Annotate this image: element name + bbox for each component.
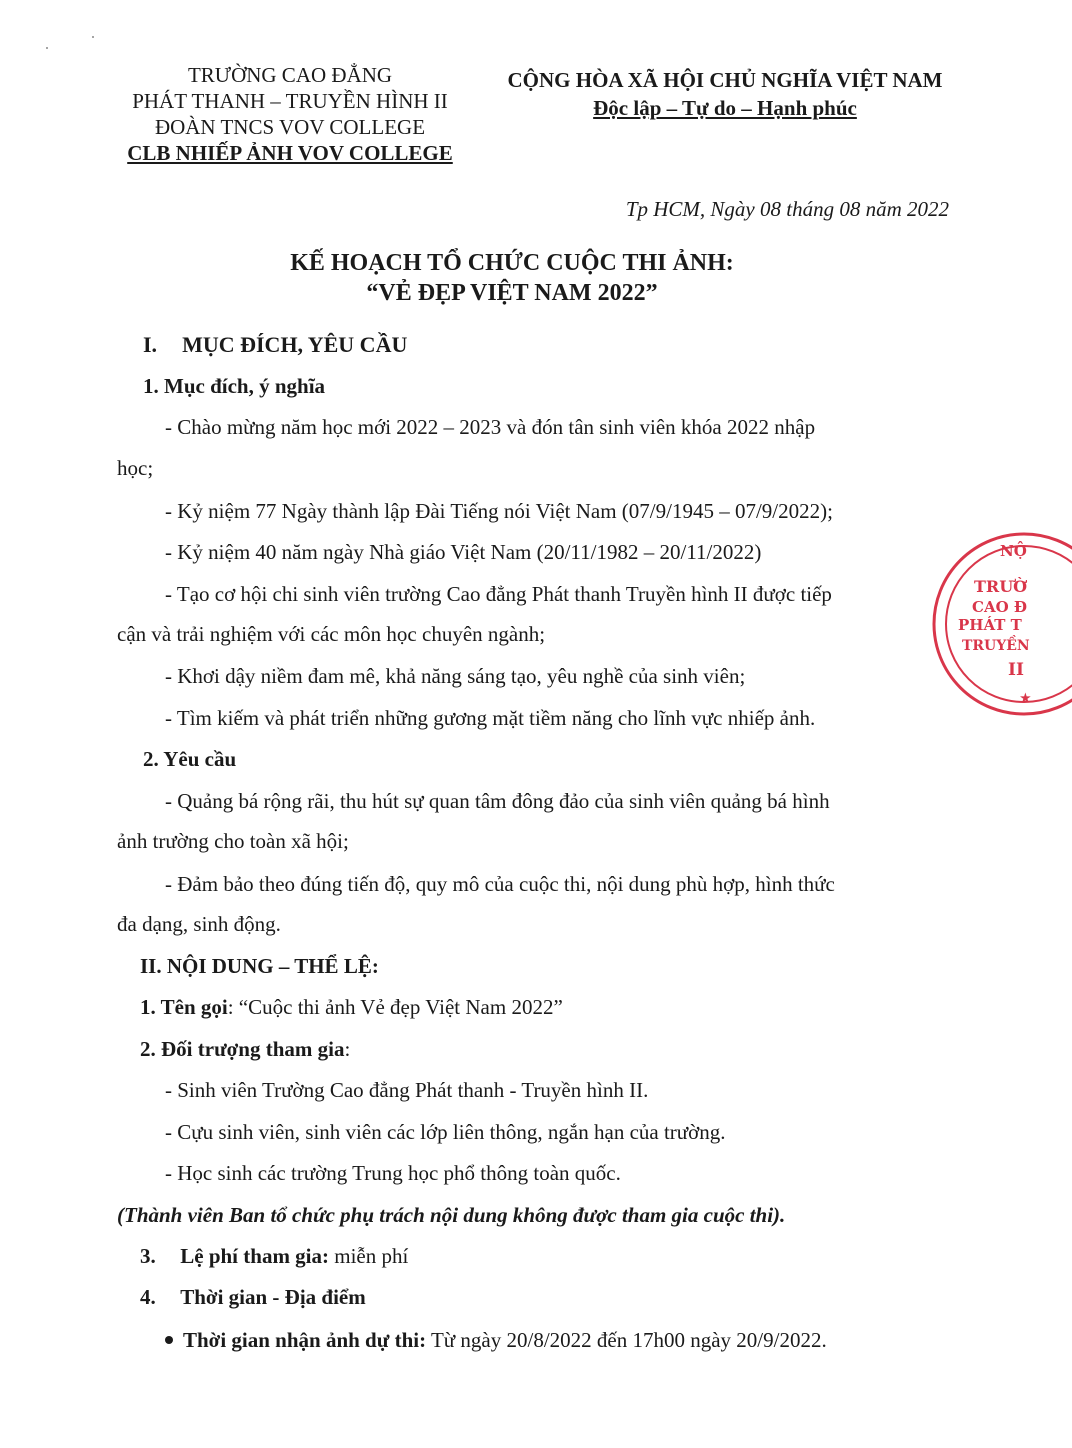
- bullet-label: Thời gian nhận ảnh dự thi:: [183, 1328, 427, 1352]
- seal-text: II: [1008, 660, 1024, 680]
- paragraph-line: - Quảng bá rộng rãi, thu hút sự quan tâm đông đảo của sinh viên quảng bá hình: [165, 789, 830, 813]
- bullet-dot-icon: [165, 1336, 173, 1344]
- paragraph-line: cận và trải nghiệm với các môn học chuyên ngành;: [117, 622, 546, 646]
- paragraph-line: - Chào mừng năm học mới 2022 – 2023 và đón tân sinh viên khóa 2022 nhập: [165, 415, 816, 439]
- item-participants-label: 2. Đối trượng tham gia: [140, 1037, 345, 1061]
- item-name-text: : “Cuộc thi ảnh Vẻ đẹp Việt Nam 2022”: [227, 995, 563, 1019]
- seal-text: PHÁT T: [958, 616, 1022, 634]
- seal-text: TRUYỀN: [962, 638, 1030, 654]
- bullet-item: [165, 1326, 827, 1354]
- seal-text: CAO Đ: [972, 598, 1027, 616]
- seal-text: TRƯỜ: [974, 577, 1028, 596]
- paragraph-line: - Tìm kiếm và phát triển những gương mặt tiềm năng cho lĩnh vực nhiếp ảnh.: [165, 706, 816, 730]
- national-header: [480, 66, 970, 122]
- issuer-club: CLB NHIẾP ẢNH VOV COLLEGE: [127, 141, 453, 165]
- seal-text: NỘ: [1000, 542, 1027, 560]
- item-fee-label: Lệ phí tham gia:: [180, 1244, 330, 1268]
- paragraph-line: - Sinh viên Trường Cao đẳng Phát thanh - Truyền hình II.: [165, 1078, 649, 1102]
- section-2-heading: II. NỘI DUNG – THỂ LỆ:: [140, 954, 379, 978]
- issuer-line: TRƯỜNG CAO ĐẲNG: [187, 63, 393, 87]
- paragraph-line: - Khơi dậy niềm đam mê, khả năng sáng tạo, yêu nghề của sinh viên;: [165, 664, 746, 688]
- issuer-block: [100, 62, 480, 166]
- item-time-place-num: 4.: [140, 1285, 156, 1309]
- section-1-num: I.: [143, 332, 158, 357]
- item-participants-text: :: [344, 1037, 351, 1061]
- paragraph-line: - Tạo cơ hội chi sinh viên trường Cao đẳng Phát thanh Truyền hình II được tiếp: [165, 582, 832, 606]
- document-date: Tp HCM, Ngày 08 tháng 08 năm 2022: [625, 197, 949, 221]
- title-line-1: KẾ HOẠCH TỔ CHỨC CUỘC THI ẢNH:: [290, 250, 734, 276]
- issuer-line: PHÁT THANH – TRUYỀN HÌNH II: [132, 89, 448, 113]
- issuer-line: ĐOÀN TNCS VOV COLLEGE: [154, 115, 426, 139]
- red-seal-stamp: [922, 530, 1072, 710]
- paragraph-line: học;: [117, 456, 154, 480]
- item-participants: [140, 1035, 350, 1063]
- item-name: [140, 993, 563, 1021]
- paragraph-line: ảnh trường cho toàn xã hội;: [117, 829, 349, 853]
- national-motto: Độc lập – Tự do – Hạnh phúc: [593, 96, 857, 120]
- title-line-2: “VẺ ĐẸP VIỆT NAM 2022”: [366, 280, 658, 306]
- item-fee-text: miễn phí: [329, 1244, 409, 1268]
- section-1-title: MỤC ĐÍCH, YÊU CẦU: [182, 332, 408, 357]
- section-1-heading: [143, 331, 407, 359]
- document-title: [0, 248, 1024, 308]
- national-title: CỘNG HÒA XÃ HỘI CHỦ NGHĨA VIỆT NAM: [507, 68, 943, 92]
- paragraph-line: - Kỷ niệm 40 năm ngày Nhà giáo Việt Nam (20/11/1982 – 20/11/2022): [165, 540, 762, 564]
- item-time-place-label: Thời gian - Địa điểm: [180, 1285, 366, 1309]
- scan-speck: [92, 36, 94, 38]
- seal-star-icon: ★: [1020, 691, 1031, 705]
- item-time-place: [140, 1283, 366, 1311]
- item-fee-num: 3.: [140, 1244, 156, 1268]
- subsection-1-2-heading: 2. Yêu cầu: [143, 747, 237, 771]
- paragraph-line: - Kỷ niệm 77 Ngày thành lập Đài Tiếng nói Việt Nam (07/9/1945 – 07/9/2022);: [165, 499, 833, 523]
- item-name-label: 1. Tên gọi: [140, 995, 228, 1019]
- paragraph-line: - Đảm bảo theo đúng tiến độ, quy mô của cuộc thi, nội dung phù hợp, hình thức: [165, 872, 835, 896]
- bullet-text: Từ ngày 20/8/2022 đến 17h00 ngày 20/9/2022.: [426, 1328, 827, 1352]
- item-fee: [140, 1242, 408, 1270]
- paragraph-line: - Cựu sinh viên, sinh viên các lớp liên thông, ngắn hạn của trường.: [165, 1120, 726, 1144]
- scan-speck: [46, 47, 48, 49]
- subsection-1-1-heading: 1. Mục đích, ý nghĩa: [143, 374, 326, 398]
- paragraph-line: đa dạng, sinh động.: [117, 912, 281, 936]
- paragraph-line: - Học sinh các trường Trung học phổ thông toàn quốc.: [165, 1161, 621, 1185]
- note-line: (Thành viên Ban tổ chức phụ trách nội dung không được tham gia cuộc thi).: [117, 1203, 786, 1227]
